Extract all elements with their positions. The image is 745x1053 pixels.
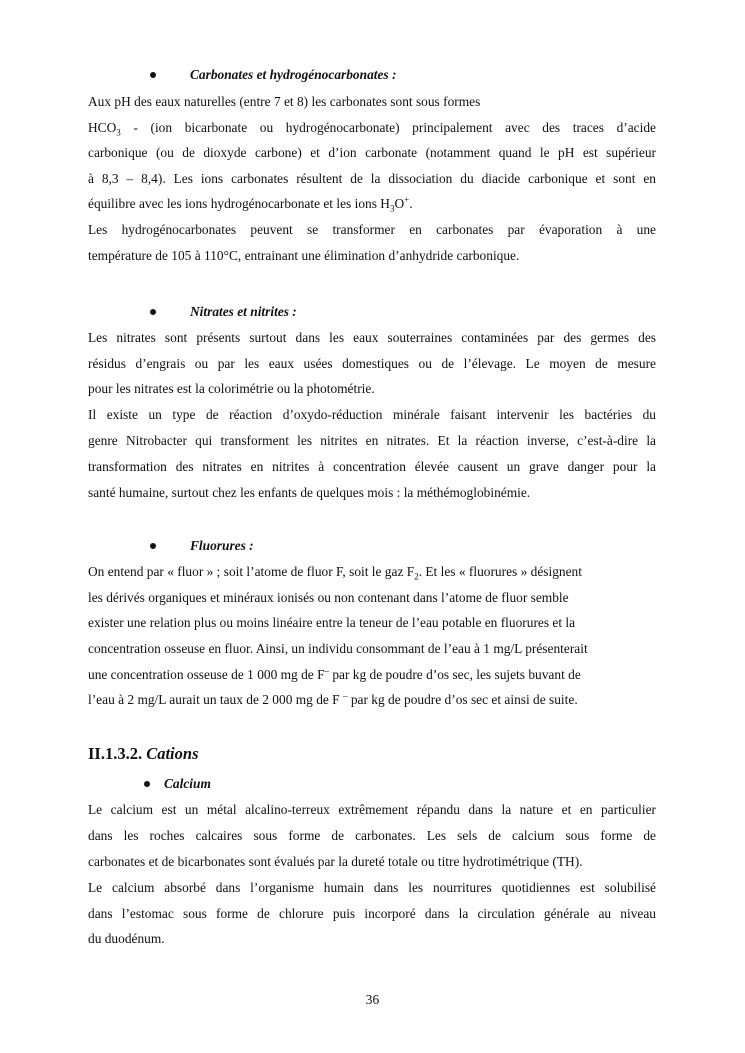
fluorures-heading: Fluorures :	[190, 538, 254, 553]
bullet-dot	[150, 543, 156, 549]
nitrates-line-2: résidus d’engrais ou par les eaux usées domestiques ou de l’élevage. Le moyen de mesure	[88, 356, 656, 371]
calcium-line-4: Le calcium absorbé dans l’organisme humain dans les nourritures quotidiennes est solubilisé	[88, 880, 656, 895]
fluorures-line-3: exister une relation plus ou moins linéaire entre la teneur de l’eau potable en fluorures et la	[88, 615, 576, 630]
carbonates-line-5: équilibre avec les ions hydrogénocarbonate et les ions $H_3O^+$.	[88, 194, 413, 214]
calcium-heading: Calcium	[164, 776, 211, 791]
nitrates-line-3: pour les nitrates est la colorimétrie ou la photométrie.	[88, 381, 375, 396]
carbonates-line-7: température de 105 à 110°C, entrainant une élimination d’anhydride carbonique.	[88, 248, 520, 263]
calcium-line-3: carbonates et de bicarbonates sont évalués par la dureté totale ou titre hydrotimétrique (TH).	[88, 854, 583, 869]
bullet-dot	[150, 309, 156, 315]
nitrates-line-7: santé humaine, surtout chez les enfants de quelques mois : la méthémoglobinémie.	[88, 485, 531, 500]
nitrates-line-4: Il existe un type de réaction d’oxydo-réduction minérale faisant intervenir les bactéries du	[88, 407, 656, 422]
carbonates-line-2: $HCO_3 - (ion$ bicarbonate ou hydrogénocarbonate) principalement avec des traces d’acide	[88, 120, 656, 138]
nitrates-heading: Nitrates et nitrites :	[190, 304, 297, 319]
fluorures-line-4: concentration osseuse en fluor. Ainsi, un individu consommant de l’eau à 1 mg/L présenterait	[88, 641, 588, 656]
carbonates-line-1: Aux pH des eaux naturelles (entre 7 et 8) les carbonates sont sous formes	[88, 94, 481, 109]
fluorures-line-5: une concentration osseuse de 1 000 mg de F– par kg de poudre d’os sec, les sujets buvant de	[88, 665, 581, 682]
calcium-line-1: Le calcium est un métal alcalino-terreux extrêmement répandu dans la nature et en particulier	[88, 802, 656, 817]
nitrates-line-5: genre Nitrobacter qui transforment les nitrites en nitrates. Et la réaction inverse, c’est-à-dire la	[88, 433, 656, 448]
bullet-dot	[144, 781, 150, 787]
nitrates-line-1: Les nitrates sont présents surtout dans les eaux souterraines contaminées par des germes des	[88, 330, 656, 345]
calcium-line-6: du duodénum.	[88, 931, 165, 946]
fluorures-line-1: On entend par « fluor » ; soit l’atome de fluor F, soit le gaz $F_2$. Et les « fluorures » désignent	[88, 564, 582, 582]
carbonates-line-6: Les hydrogénocarbonates peuvent se transformer en carbonates par évaporation à une	[88, 222, 656, 237]
calcium-line-2: dans les roches calcaires sous forme de carbonates. Les sels de calcium sous forme de	[88, 828, 656, 843]
carbonates-line-3: carbonique (ou de dioxyde carbone) et d’ion carbonate (notamment quand le pH est supérieur	[88, 145, 656, 160]
bullet-dot	[150, 72, 156, 78]
carbonates-line-4: à 8,3 – 8,4). Les ions carbonates résultent de la dissociation du diacide carbonique et sont en	[88, 171, 656, 186]
calcium-line-5: dans l’estomac sous forme de chlorure puis incorporé dans la circulation générale au niveau	[88, 906, 656, 921]
nitrates-line-6: transformation des nitrates en nitrites à concentration élevée causent un grave danger pour la	[88, 459, 656, 474]
fluorures-line-6: l’eau à 2 mg/L aurait un taux de 2 000 mg de F – par kg de poudre d’os sec et ainsi de suite.	[88, 690, 578, 707]
fluorures-line-2: les dérivés organiques et minéraux ionisés ou non contenant dans l’atome de fluor semble	[88, 590, 569, 605]
section-title-cations: II.1.3.2. Cations	[88, 744, 199, 763]
carbonates-heading: Carbonates et hydrogénocarbonates :	[190, 67, 397, 82]
page-number: 36	[365, 992, 380, 1007]
